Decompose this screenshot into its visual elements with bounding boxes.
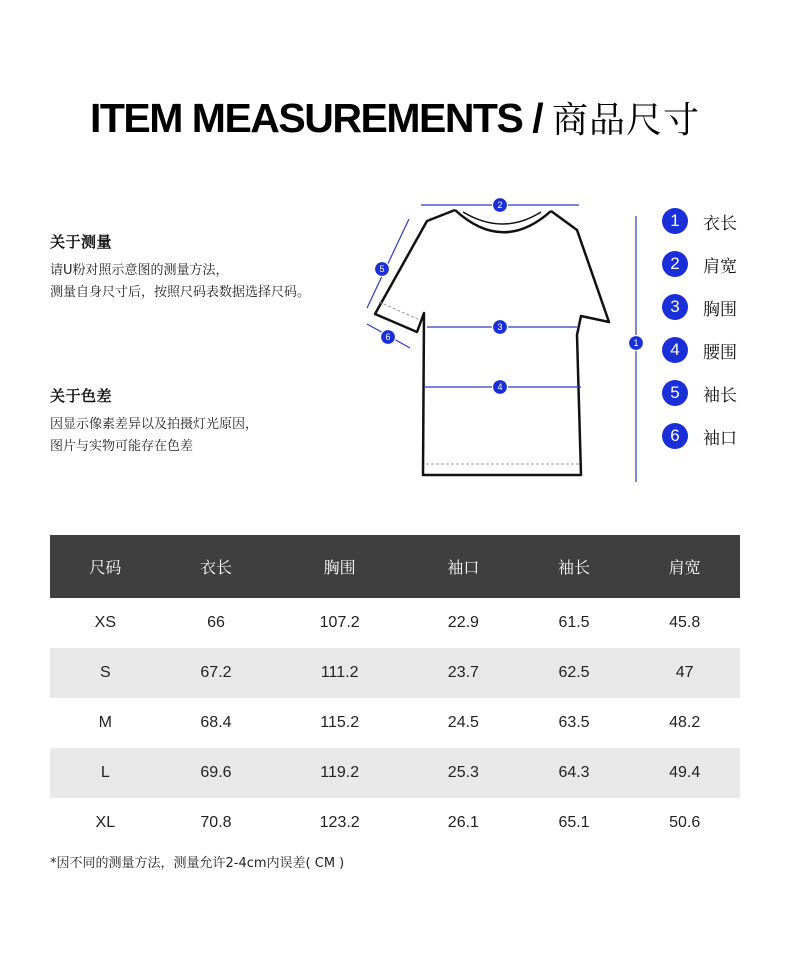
marker-1: 1 [633,338,639,348]
table-cell: 25.3 [408,748,519,798]
table-header-row [50,535,740,598]
header-shoulder: 肩宽 [629,535,740,598]
marker-5: 5 [379,264,385,274]
legend-item-length [662,207,737,235]
table-cell: 50.6 [669,814,701,831]
measurement-note-line-2: 测量自身尺寸后，按照尺码表数据选择尺码。 [50,285,311,300]
table-cell: M [98,714,112,731]
table-cell: 66 [207,614,225,631]
tshirt-diagram [355,190,655,494]
legend-item-shoulder [662,250,737,278]
table-cell: 63.5 [558,714,590,731]
legend-number: 2 [662,251,688,277]
table-cell: 67.2 [161,648,272,698]
marker-4: 4 [497,382,503,392]
table-cell: XL [95,814,116,831]
table-cell: 119.2 [271,748,408,798]
color-note-line-2: 图片与实物可能存在色差 [50,439,194,454]
legend-label: 袖长 [703,385,737,406]
table-row [50,698,740,748]
table-cell: 115.2 [320,714,360,731]
table-cell: 64.3 [519,748,630,798]
header-size: 尺码 [50,535,161,598]
table-cell: 24.5 [447,714,479,731]
marker-2: 2 [497,200,503,210]
legend-label: 腰围 [703,342,737,363]
table-cell: 123.2 [319,814,360,831]
table-cell: L [50,748,161,798]
header-cuff: 袖口 [408,535,519,598]
footnote: *因不同的测量方法，测量允许2-4cm内误差( CM ) [50,856,345,871]
table-cell: 70.8 [200,814,232,831]
table-cell: 65.1 [558,814,590,831]
size-table [50,535,740,848]
legend-item-sleeve-length [662,379,737,407]
table-row [50,748,740,798]
header-length: 衣长 [161,535,272,598]
legend-number: 3 [662,294,688,320]
table-cell: 47 [629,648,740,698]
measurement-note-heading: 关于测量 [50,233,113,251]
legend-number: 5 [662,380,688,406]
header-chest: 胸围 [271,535,408,598]
page-title-en: ITEM MEASUREMENTS / [89,95,552,141]
table-cell: S [50,648,161,698]
table-cell: 45.8 [669,614,701,631]
table-cell: 61.5 [558,614,590,631]
table-cell: 26.1 [447,814,479,831]
legend-number: 4 [662,337,688,363]
table-row [50,648,740,698]
table-cell: 68.4 [200,714,232,731]
table-cell: 69.6 [161,748,272,798]
header-sleeve-length: 袖长 [519,535,630,598]
table-cell: XS [94,614,116,631]
legend-number: 6 [662,423,688,449]
legend-item-waist [662,336,737,364]
legend-label: 袖口 [703,428,737,449]
page-title [0,92,790,143]
legend-label: 胸围 [703,299,737,320]
table-row [50,598,740,648]
table-cell: 23.7 [408,648,519,698]
table-cell: 22.9 [447,614,479,631]
page-title-cn: 商品尺寸 [552,100,701,141]
marker-3: 3 [497,322,503,332]
color-note-heading: 关于色差 [50,387,113,405]
legend-item-chest [662,293,737,321]
table-cell: 107.2 [319,614,360,631]
table-row [50,798,740,848]
color-difference-note [50,385,380,458]
legend-label: 衣长 [703,213,737,234]
legend-label: 肩宽 [703,256,737,277]
measurement-legend [662,207,737,465]
color-note-line-1: 因显示像素差异以及拍摄灯光原因， [50,417,259,432]
measurement-note [50,231,380,304]
table-cell: 48.2 [669,714,701,731]
measurement-note-line-1: 请U粉对照示意图的测量方法， [50,263,229,278]
marker-6: 6 [385,332,391,342]
table-cell: 62.5 [519,648,630,698]
legend-item-cuff [662,422,737,450]
table-cell: 49.4 [629,748,740,798]
table-cell: 111.2 [271,648,408,698]
tshirt-measurement-icon [355,190,655,490]
legend-number: 1 [662,208,688,234]
